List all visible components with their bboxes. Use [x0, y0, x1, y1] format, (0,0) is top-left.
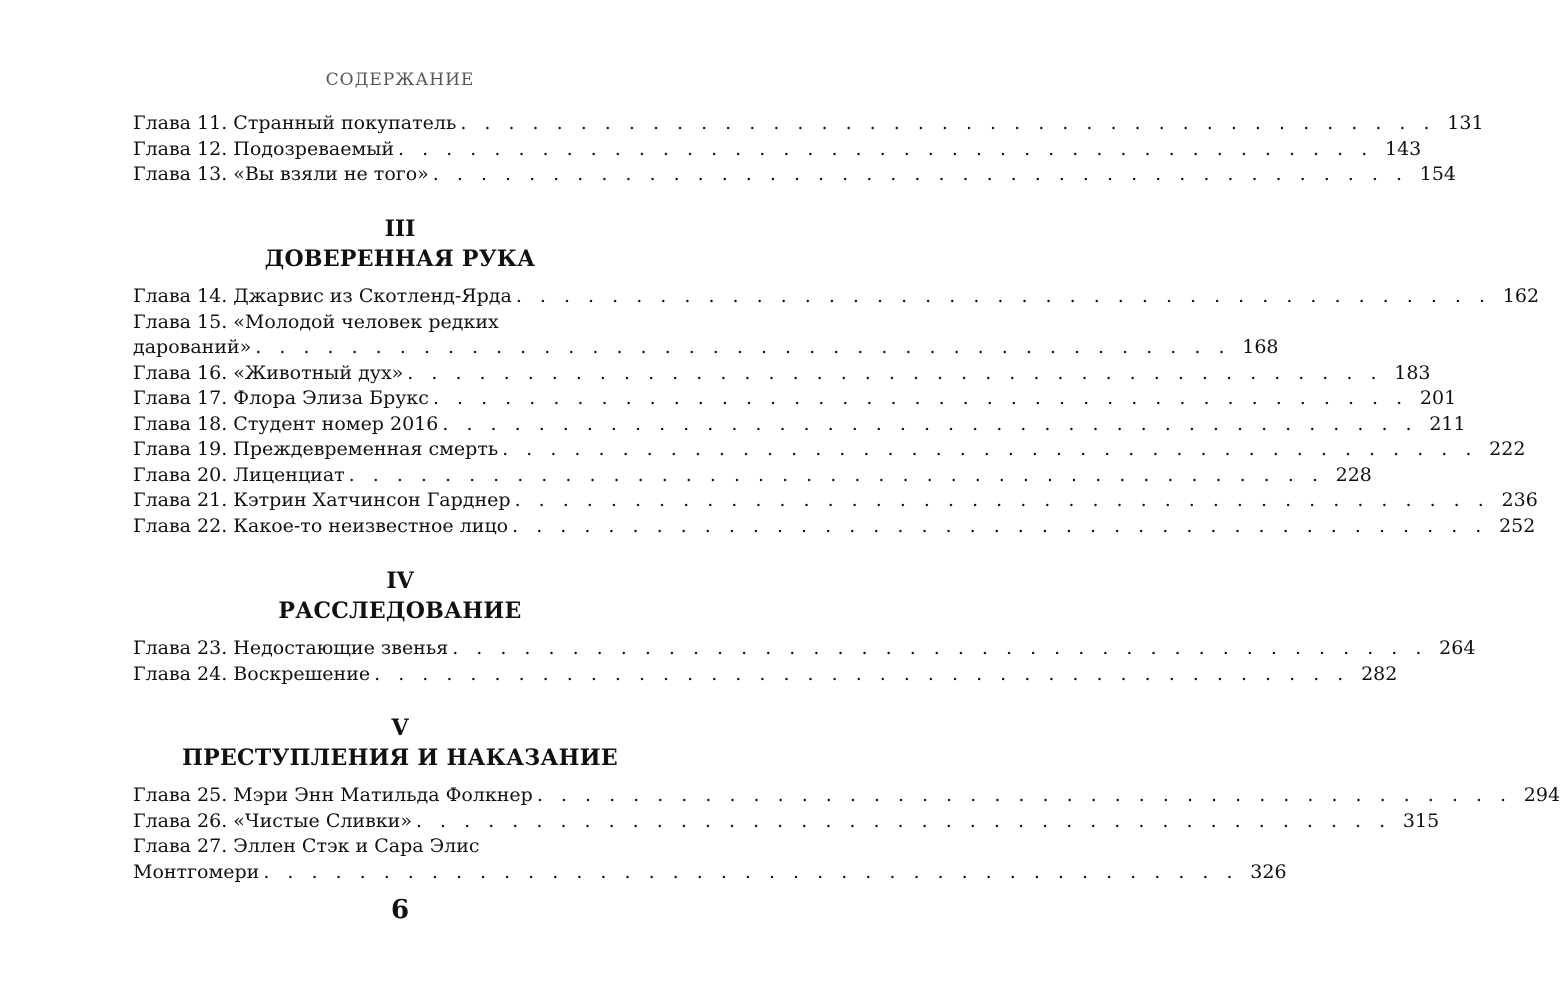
- toc-entry-page: 211: [1429, 412, 1466, 435]
- toc-entry-title: Глава 14. Джарвис из Скотленд-Ярда: [133, 285, 512, 307]
- toc-entry-title: Глава 19. Преждевременная смерть: [133, 438, 499, 460]
- dot-leader: . . . . . . . . . . . . . . . . . . . . . . . . . . . . . . . . . . . . . . . . .: [398, 137, 1374, 160]
- toc-entry-title: Глава 25. Мэри Энн Матильда Фолкнер: [133, 784, 533, 806]
- toc-entry-title: Глава 22. Какое-то неизвестное лицо: [133, 514, 509, 537]
- toc-part-5: [133, 695, 1560, 885]
- toc-entry-page: 162: [1502, 285, 1540, 307]
- toc-entry-title: Глава 16. «Животный дух»: [133, 361, 404, 384]
- toc-entry-title: Глава 12. Подозреваемый: [133, 137, 395, 160]
- dot-leader: . . . . . . . . . . . . . . . . . . . . . . . . . . . . . . . . . . . . . . . . .: [432, 387, 1409, 409]
- toc-entry[interactable]: [133, 809, 1440, 835]
- toc-part-3: [133, 196, 1540, 539]
- dot-leader: . . . . . . . . . . . . . . . . . . . . . . . . . . . . . . . . . . . . . . . . .: [512, 514, 1488, 537]
- toc-entry-page: 131: [1447, 112, 1484, 134]
- dot-leader: . . . . . . . . . . . . . . . . . . . . . . . . . . . . . . . . . . . . . . . . .: [263, 860, 1239, 883]
- toc-entry-title: Глава 26. «Чистые Сливки»: [133, 809, 412, 832]
- toc-entry[interactable]: [133, 162, 1456, 188]
- toc-entry-page: 168: [1242, 336, 1279, 358]
- toc-entry-page: 143: [1385, 137, 1422, 160]
- toc-entry-page: 236: [1501, 489, 1538, 511]
- page-number: 6: [390, 895, 410, 925]
- toc-entry-page: 228: [1335, 463, 1372, 486]
- toc-entry-page: 154: [1419, 163, 1456, 185]
- toc-entry-title: Глава 17. Флора Элиза Брукс: [133, 387, 429, 409]
- toc-entry-page: 252: [1499, 514, 1536, 537]
- part-title: ПРЕСТУПЛЕНИЯ И НАКАЗАНИЕ: [182, 745, 618, 771]
- toc-entry-page: 294: [1523, 784, 1560, 806]
- toc-entry[interactable]: [133, 636, 1476, 662]
- toc-entry-title-line2: Монтгомери: [133, 860, 260, 883]
- dot-leader: . . . . . . . . . . . . . . . . . . . . . . . . . . . . . . . . . . . . . . . . .: [452, 637, 1428, 659]
- part-number: V: [391, 715, 409, 741]
- toc-entry-title-line2: дарований»: [133, 336, 252, 358]
- dot-leader: . . . . . . . . . . . . . . . . . . . . . . . . . . . . . . . . . . . . . . . . .: [432, 163, 1408, 185]
- toc-entry[interactable]: [133, 111, 1484, 137]
- toc-entry-title: Глава 23. Недостающие звенья: [133, 637, 449, 659]
- toc-entry[interactable]: [133, 137, 1422, 163]
- toc-entry-page: 201: [1419, 387, 1457, 409]
- toc-entry-page: 183: [1394, 361, 1431, 384]
- dot-leader: . . . . . . . . . . . . . . . . . . . . . . . . . . . . . . . . . . . . . . . . .: [514, 489, 1490, 511]
- dot-leader: . . . . . . . . . . . . . . . . . . . . . . . . . . . . . . . . . . . . . . . . .: [407, 361, 1383, 384]
- toc-entry[interactable]: [133, 514, 1536, 540]
- toc-entry-title: Глава 21. Кэтрин Хатчинсон Гарднер: [133, 489, 511, 511]
- toc-part-4: [133, 548, 1476, 687]
- toc-entry[interactable]: [133, 488, 1538, 514]
- toc-entry[interactable]: [133, 437, 1526, 463]
- toc-entry-title-line1: Глава 15. «Молодой человек редких: [133, 310, 499, 333]
- toc-entry[interactable]: [133, 662, 1398, 688]
- toc-entry-title: Глава 13. «Вы взяли не того»: [133, 163, 429, 185]
- part-number: IV: [386, 568, 414, 594]
- part-number: III: [384, 216, 416, 242]
- dot-leader: . . . . . . . . . . . . . . . . . . . . . . . . . . . . . . . . . . . . . . . . .: [515, 285, 1492, 307]
- toc-entry-title: Глава 18. Студент номер 2016: [133, 412, 439, 435]
- dot-leader: . . . . . . . . . . . . . . . . . . . . . . . . . . . . . . . . . . . . . . . . .: [536, 784, 1513, 806]
- dot-leader: . . . . . . . . . . . . . . . . . . . . . . . . . . . . . . . . . . . . . . . . .: [502, 438, 1478, 460]
- toc-entry-page: 222: [1489, 438, 1526, 460]
- toc-entry-page: 282: [1361, 662, 1398, 685]
- dot-leader: . . . . . . . . . . . . . . . . . . . . . . . . . . . . . . . . . . . . . . . . .: [255, 336, 1231, 358]
- toc-entry-title-line1: Глава 27. Эллен Стэк и Сара Элис: [133, 835, 480, 857]
- running-head: СОДЕРЖАНИЕ: [325, 70, 475, 90]
- dot-leader: . . . . . . . . . . . . . . . . . . . . . . . . . . . . . . . . . . . . . . . . .: [348, 463, 1324, 486]
- toc-entry[interactable]: [133, 463, 1372, 489]
- toc-group-top: [133, 111, 1484, 188]
- toc-entry[interactable]: [133, 386, 1457, 412]
- toc-entry[interactable]: [133, 412, 1466, 438]
- toc-entry-page: 326: [1250, 860, 1287, 883]
- toc-entry-title: Глава 20. Лиценциат: [133, 463, 345, 486]
- part-title: РАССЛЕДОВАНИЕ: [278, 598, 522, 624]
- toc-entry[interactable]: [133, 834, 1287, 885]
- dot-leader: . . . . . . . . . . . . . . . . . . . . . . . . . . . . . . . . . . . . . . . . .: [374, 662, 1350, 685]
- toc-entry[interactable]: [133, 783, 1560, 809]
- toc-entry-page: 264: [1439, 637, 1476, 659]
- toc-entry-title: Глава 11. Странный покупатель: [133, 112, 457, 134]
- dot-leader: . . . . . . . . . . . . . . . . . . . . . . . . . . . . . . . . . . . . . . . . .: [460, 112, 1436, 134]
- toc-entry[interactable]: [133, 284, 1540, 310]
- dot-leader: . . . . . . . . . . . . . . . . . . . . . . . . . . . . . . . . . . . . . . . . .: [442, 412, 1418, 435]
- toc-entry-title: Глава 24. Воскрешение: [133, 662, 371, 685]
- toc-entry[interactable]: [133, 310, 1279, 361]
- dot-leader: . . . . . . . . . . . . . . . . . . . . . . . . . . . . . . . . . . . . . . . . .: [415, 809, 1392, 832]
- part-title: ДОВЕРЕННАЯ РУКА: [264, 246, 536, 272]
- toc-entry[interactable]: [133, 361, 1431, 387]
- toc-entry-page: 315: [1402, 809, 1440, 832]
